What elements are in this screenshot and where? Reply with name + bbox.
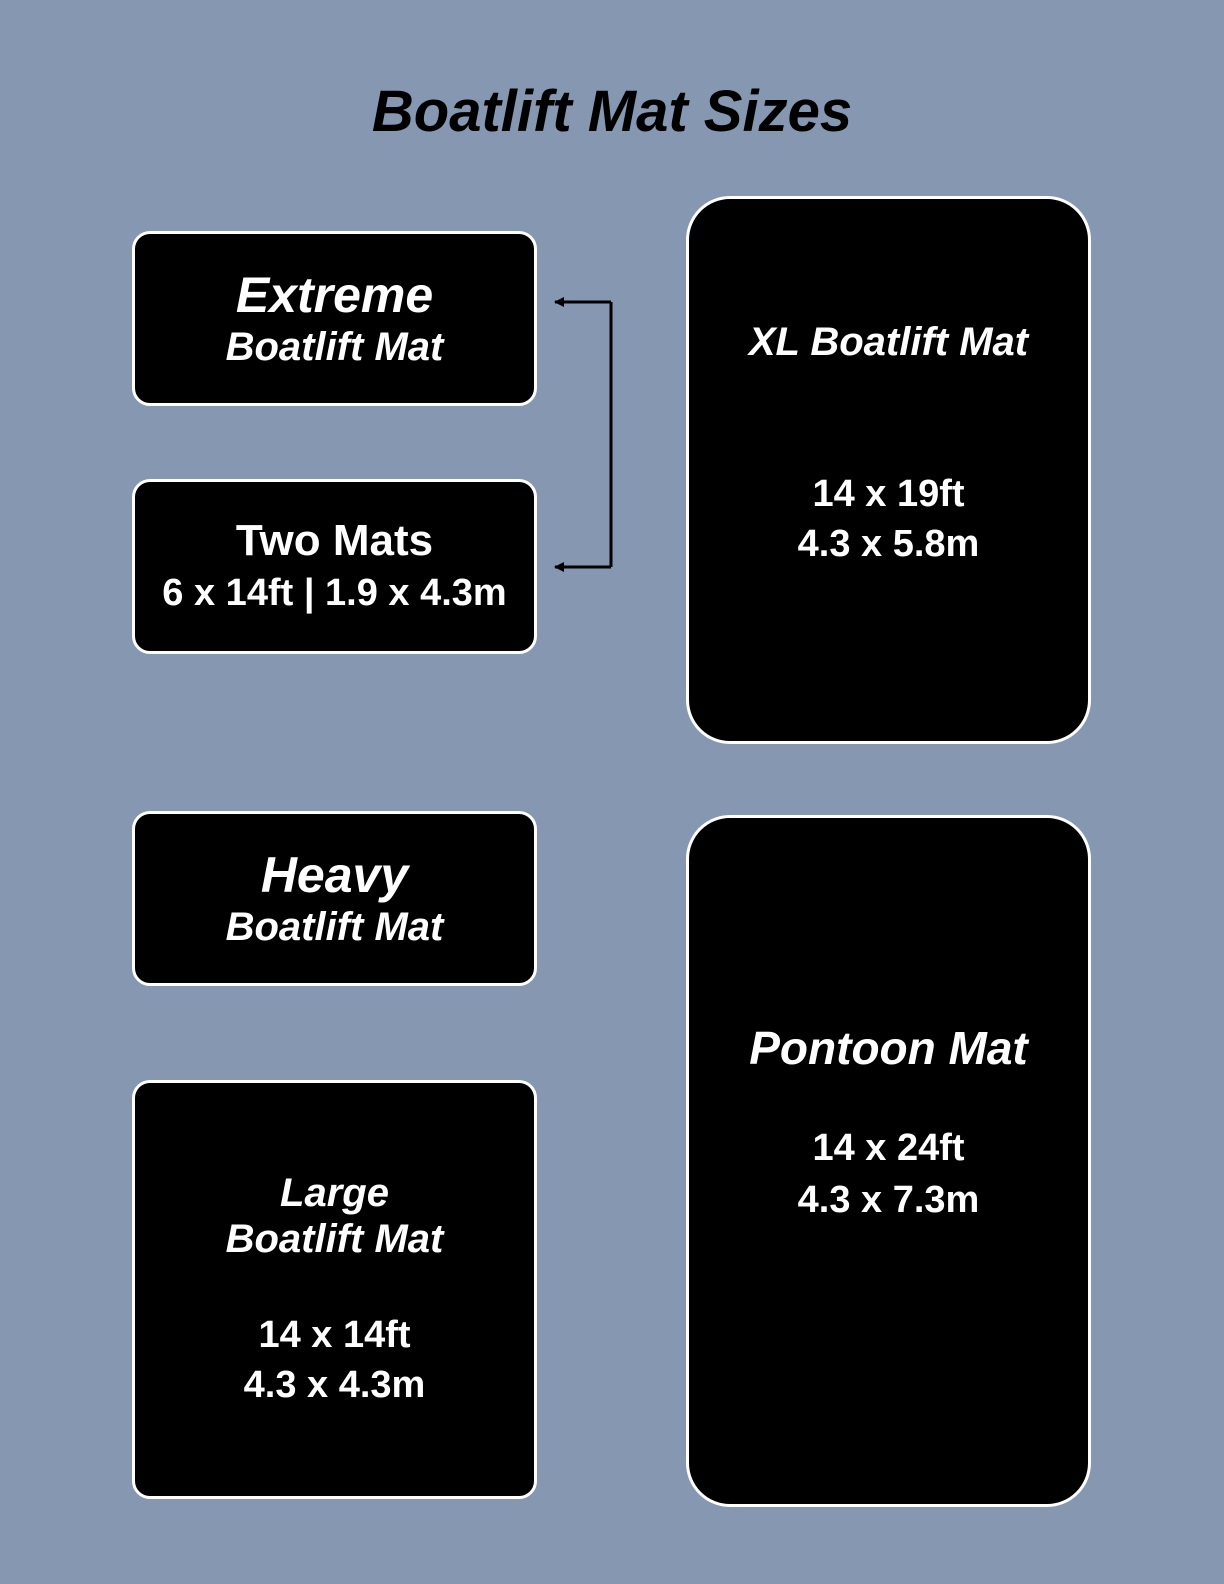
large-mat-box: [132, 1080, 537, 1499]
large-mat-dim-ft: 14 x 14ft: [258, 1313, 411, 1356]
large-mat-dimensions: [244, 1310, 426, 1410]
pontoon-mat-dim-ft: 14 x 24ft: [812, 1127, 965, 1170]
extreme-mat-subname: Boatlift Mat: [225, 325, 444, 370]
heavy-mat-subname: Boatlift Mat: [225, 905, 444, 950]
heavy-mat-name: Heavy: [260, 846, 409, 903]
xl-mat-name: XL Boatlift Mat: [748, 320, 1029, 364]
two-mats-name: Two Mats: [235, 516, 434, 566]
pontoon-mat-dim-m: 4.3 x 7.3m: [797, 1179, 980, 1222]
large-mat-dim-m: 4.3 x 4.3m: [243, 1363, 426, 1406]
xl-mat-box: [686, 196, 1091, 744]
xl-mat-dim-ft: 14 x 19ft: [812, 473, 965, 515]
two-mats-dimensions: 6 x 14ft | 1.9 x 4.3m: [162, 572, 507, 614]
extreme-mat-name: Extreme: [235, 266, 434, 323]
pontoon-mat-dimensions: [798, 1122, 980, 1226]
xl-mat-dim-m: 4.3 x 5.8m: [797, 523, 980, 565]
pontoon-mat-box: [686, 815, 1091, 1507]
page-title: Boatlift Mat Sizes: [371, 79, 853, 144]
heavy-mat-box: [132, 811, 537, 986]
xl-mat-dimensions: [798, 469, 980, 569]
pontoon-mat-name: Pontoon Mat: [749, 1021, 1028, 1074]
large-mat-name: Large: [280, 1170, 389, 1215]
large-mat-subname: Boatlift Mat: [225, 1216, 444, 1261]
